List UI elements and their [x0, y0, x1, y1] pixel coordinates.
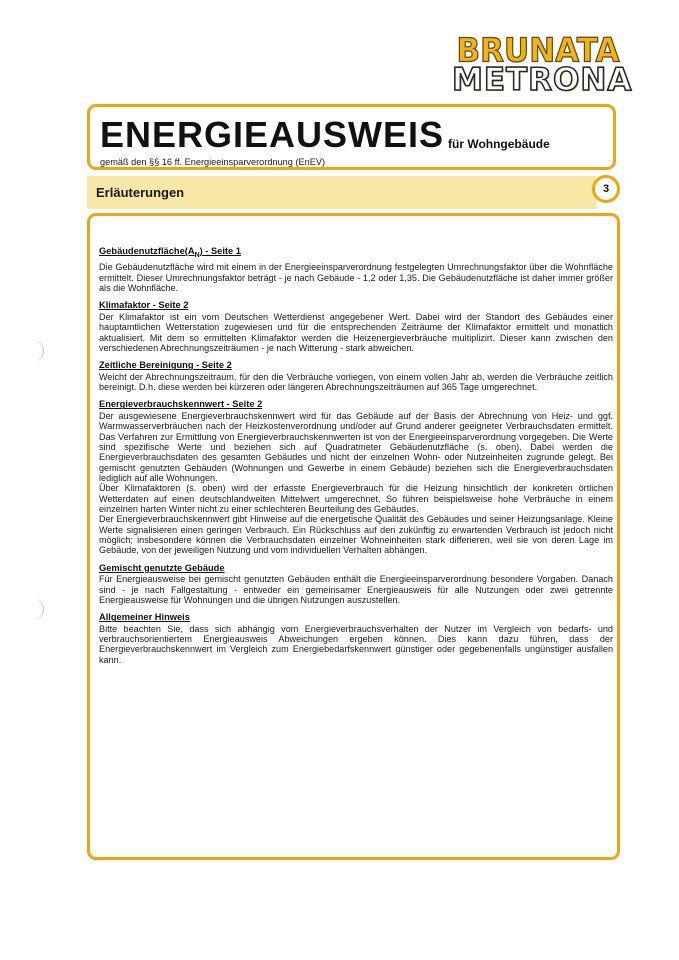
punch-hole-mark — [29, 598, 44, 620]
section-text-gemischt-genutzte-gebaeude: Für Energieausweise bei gemischt genutzten Gebäuden enthält die Energieeinsparverordnung besondere Vorgaben. Danach sind - je nach Fallgestaltung - entweder ein gemeinsamer Energieausweis für alle Nutzungen oder zwei getrennte Energieausweise für Wohnungen und die übrigen Nutzungen auszustellen. — [99, 574, 613, 605]
section-heading-gemischt-genutzte-gebaeude: Gemischt genutzte Gebäude — [99, 562, 225, 573]
page-number-badge: 3 — [592, 175, 620, 203]
legal-basis: gemäß den §§ 16 ff. Energieeinsparverordnung (EnEV) — [100, 157, 326, 167]
section-text-klimafaktor: Der Klimafaktor ist ein vom Deutschen Wetterdienst angegebener Wert. Dabei wird der Standort des Gebäudes einer hauptamtlichen Wetterstation zugewiesen und für die entsprechenden Zeiträume der Klimafaktor ermittelt und monatlich aktualisiert. Mit dem so ermittelten Klimafaktor werden die Heizenergieverbräuche multiplizirt. Dieser kann zwischen den verschiedenen Abrechnungszeiträumen - je nach Witterung - stark abweichen. — [99, 311, 613, 353]
section-heading-gebaeudenutzflaeche: $Gebäudenutzfläche(A_N)$ - Seite 1 — [99, 246, 241, 259]
logo-line-2: METRONA — [452, 62, 633, 98]
document-title: ENERGIEAUSWEIS — [100, 114, 445, 155]
section-text-zeitliche-bereinigung: Weicht der Abrechnungszeitraum, für den die Verbräuche vorliegen, von einem vollen Jahr ab, werden die Verbräuche zeitlich bereinigt. D.h. diese werden bei kürzeren oder längeren Abrechnungszeiträumen auf 365 Tage umgerechnet. — [99, 371, 613, 393]
header-box — [87, 104, 616, 170]
section-title: Erläuterungen — [96, 185, 185, 200]
section-heading-allgemeiner-hinweis: Allgemeiner Hinweis — [99, 612, 190, 623]
section-text-gebaeudenutzflaeche: Die Gebäudenutzfläche wird mit einem in der Energieeinsparverordnung festgelegten Umrechnungsfaktor über die Wohnfläche ermittelt. Dieser Umrechnungsfaktor beträgt - je nach Gebäude - 1,2 oder 1,35. Die Gebäudenutzfläche ist daher immer größer als die Wohnfläche. — [99, 262, 613, 294]
section-heading-zeitliche-bereinigung: Zeitliche Bereinigung - Seite 2 — [99, 360, 232, 371]
logo-line-1: BRUNATA — [456, 32, 620, 70]
section-heading-energieverbrauchskennwert: Energieverbrauchskennwert - Seite 2 — [99, 399, 263, 410]
document-subtitle: für Wohngebäude — [448, 137, 550, 151]
section-text-energieverbrauchskennwert-1: Der ausgewiesene Energieverbrauchskennwert wird für das Gebäude auf der Basis der Abrechnung von Heiz- und ggf. Warmwasserverbräuchen nach der Heizkostenverordnung und/oder auf Grund anderer geeigneter Verbrauchsdaten ermittelt. Das Verfahren zur Ermittlung von Energieverbrauchskennwerten ist von der Energieeinsparverordnung vorgegeben. Die Werte sind spezifische Werte und beziehen sich auf Quadratmeter Gebäudenutzfläche (s. oben). Dabei werden die Energieverbrauchsdaten des gesamten Gebäudes und nicht der einzelnen Wohn- oder Nutzeinheiten zugrunde gelegt. Bei gemischt genutzten Gebäuden (Wohnungen und Gewerbe in einem Gebäude) beziehen sich die Energieverbrauchsdaten lediglich auf alle Wohnungen. — [99, 410, 613, 484]
section-text-energieverbrauchskennwert-3: Der Energieverbrauchskennwert gibt Hinweise auf die energetische Qualität des Gebäudes und seiner Heizungsanlage. Kleine Werte signalisieren einen geringen Verbrauch. Ein Rückschluss auf den zukünftig zu erwartenden Verbrauch ist jedoch nicht möglich; insbesondere können die Verbrauchsdaten einzelner Wohneinheiten stark differieren, weil sie von deren Lage im Gebäude, von der jeweiligen Nutzung und vom individuellen Verhalten abhängen. — [99, 514, 613, 556]
section-text-allgemeiner-hinweis: Bitte beachten Sie, dass sich abhängig vom Energieverbrauchsverhalten der Nutzer im Vergleich von bedarfs- und verbrauchsorientiertem Energieausweis Abweichungen ergeben können. Dies kann dazu führen, dass der Energieverbrauchskennwert im Vergleich zum Energiebedarfskennwert günstiger oder gegebenenfalls ungünstiger ausfallen kann. — [99, 623, 613, 665]
section-text-energieverbrauchskennwert-2: Über Klimafaktoren (s. oben) wird der erfasste Energieverbrauch für die Heizung hinsichtlich der konkreten örtlichen Wetterdaten auf einen deutschlandweiten Mittelwert umgerechnet. So führen beispielsweise hohe Verbräuche in einem einzelnen harten Winter nicht zu einer schlechteren Beurteilung des Gebäudes. — [99, 483, 613, 515]
section-heading-klimafaktor: Klimafaktor - Seite 2 — [99, 300, 189, 311]
punch-hole-mark — [29, 340, 44, 362]
brunata-metrona-logo — [452, 32, 633, 98]
explanations-content — [99, 246, 613, 672]
section-header-bar — [87, 176, 597, 209]
